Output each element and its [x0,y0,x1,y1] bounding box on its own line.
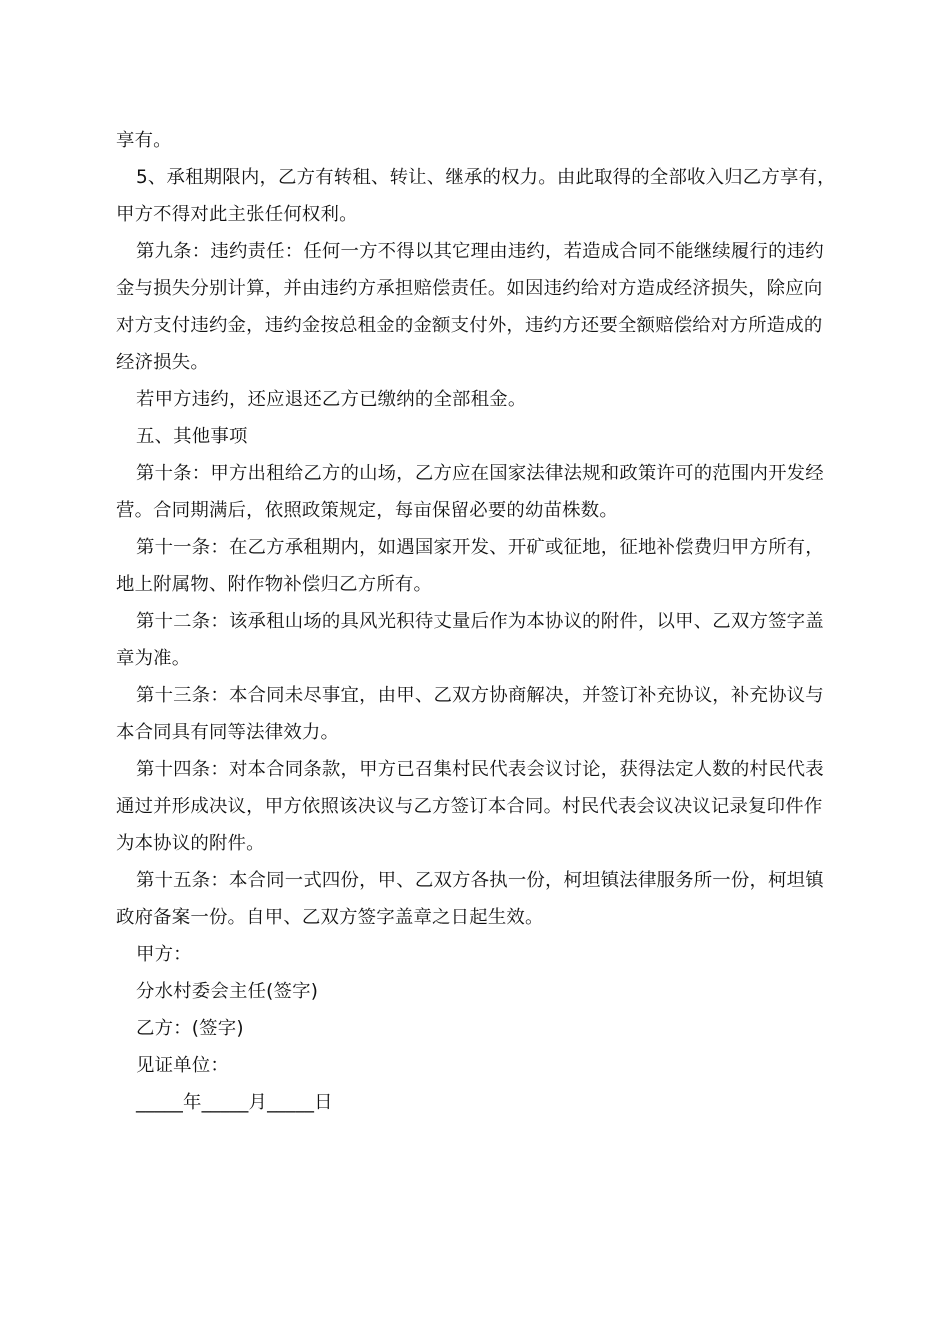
signing-date-line: _____年_____月_____日 [136,1092,333,1113]
paragraph-article-11: 第十一条：在乙方承租期内，如遇国家开发、开矿或征地，征地补偿费归甲方所有，地上附属物、附作物补偿归乙方所有。 [116,537,824,595]
section-heading-other-matters: 五、其他事项 [136,426,248,447]
paragraph-article-10: 第十条：甲方出租给乙方的山场，乙方应在国家法律法规和政策许可的范围内开发经营。合同期满后，依照政策规定，每亩保留必要的幼苗株数。 [116,463,824,521]
paragraph-article-9: 第九条：违约责任：任何一方不得以其它理由违约，若造成合同不能继续履行的违约金与损失分别计算，并由违约方承担赔偿责任。如因违约给对方造成经济损失，除应向对方支付违约金，违约金按总租金的金额支付外，违约方还要全额赔偿给对方所造成的经济损失。 [116,241,824,373]
paragraph-article-13: 第十三条：本合同未尽事宜，由甲、乙双方协商解决，并签订补充协议，补充协议与本合同具有同等法律效力。 [116,685,824,743]
village-director-signature-label: 分水村委会主任(签字) [136,981,319,1002]
party-a-label: 甲方： [136,944,192,965]
paragraph-item-5: 5、承租期限内，乙方有转租、转让、继承的权力。由此取得的全部收入归乙方享有，甲方不得对此主张任何权利。 [116,167,836,225]
witness-unit-label: 见证单位： [136,1055,229,1076]
paragraph-article-14: 第十四条：对本合同条款，甲方已召集村民代表会议讨论，获得法定人数的村民代表通过并形成决议，甲方依照该决议与乙方签订本合同。村民代表会议决议记录复印件作为本协议的附件。 [116,759,824,854]
party-b-signature-label: 乙方：(签字) [136,1018,244,1039]
paragraph-article-15: 第十五条：本合同一式四份，甲、乙双方各执一份，柯坦镇法律服务所一份，柯坦镇政府备案一份。自甲、乙双方签字盖章之日起生效。 [116,870,824,928]
contract-body [116,122,838,1121]
paragraph-refund-rule: 若甲方违约，还应退还乙方已缴纳的全部租金。 [136,389,527,410]
paragraph-article-12: 第十二条：该承租山场的具风光积待丈量后作为本协议的附件，以甲、乙双方签字盖章为准。 [116,611,824,669]
paragraph-continuation: 享有。 [116,130,172,151]
